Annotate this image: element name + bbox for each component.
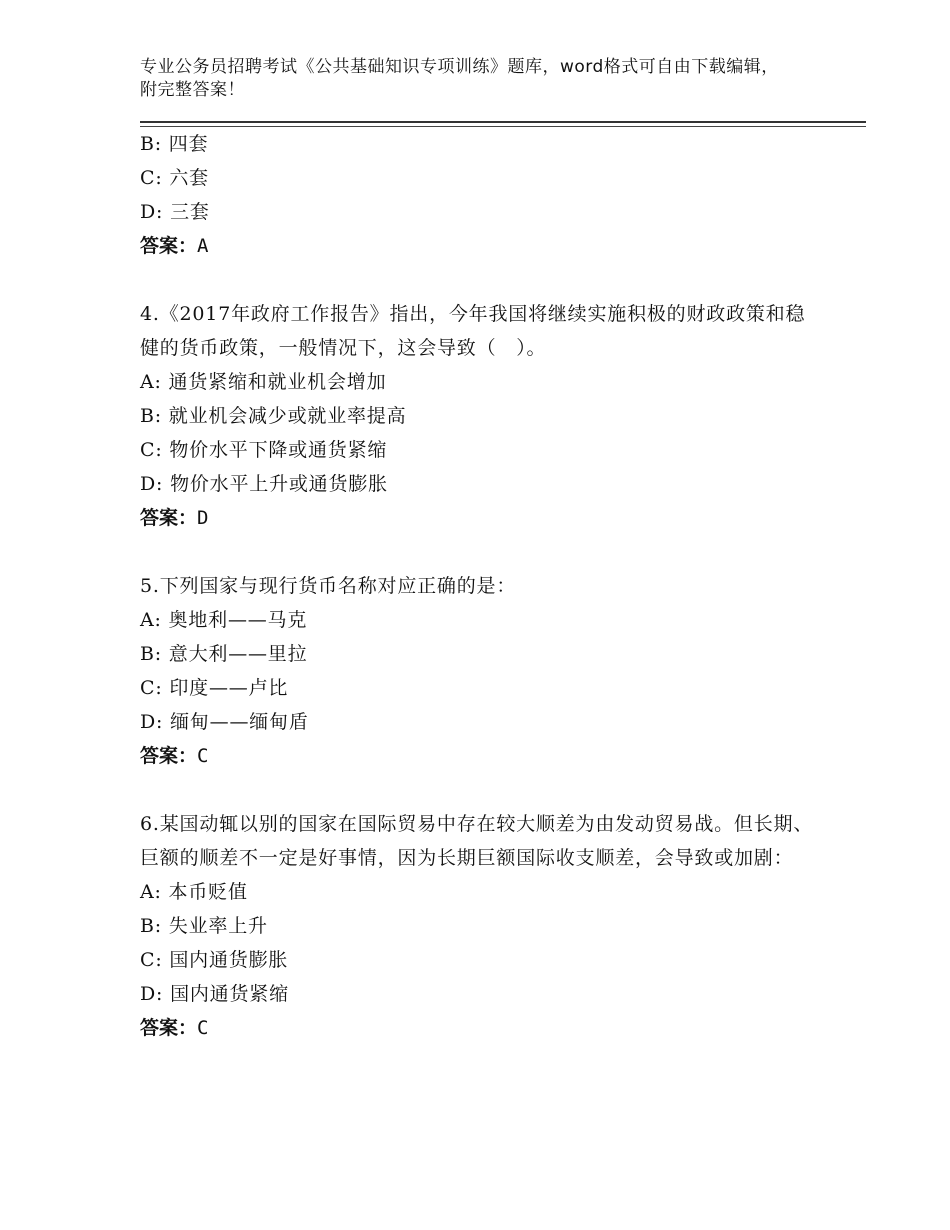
question-stem: 4.《2017年政府工作报告》指出，今年我国将继续实施积极的财政政策和稳健的货币政策，一般情况下，这会导致（ ）。 bbox=[140, 303, 806, 359]
option-d: D: 国内通货紧缩 bbox=[140, 983, 289, 1005]
option-a: A: 通货紧缩和就业机会增加 bbox=[140, 371, 387, 393]
answer-line bbox=[140, 739, 820, 773]
option-b: B: 四套 bbox=[140, 133, 209, 155]
option-c: C: 六套 bbox=[140, 167, 209, 189]
header-rule-thick bbox=[140, 121, 866, 123]
option-a: A: 奥地利——马克 bbox=[140, 609, 308, 631]
answer-line bbox=[140, 501, 820, 535]
answer-line bbox=[140, 1011, 820, 1045]
answer-label: 答案： bbox=[140, 507, 198, 529]
question-block-3-partial bbox=[140, 127, 820, 263]
option-c: C: 印度——卢比 bbox=[140, 677, 289, 699]
option-a: A: 本币贬值 bbox=[140, 881, 248, 903]
option-b: B: 失业率上升 bbox=[140, 915, 268, 937]
answer-value: A bbox=[197, 235, 209, 257]
question-block-5 bbox=[140, 569, 820, 773]
option-b: B: 意大利——里拉 bbox=[140, 643, 308, 665]
option-c: C: 国内通货膨胀 bbox=[140, 949, 289, 971]
option-c: C: 物价水平下降或通货紧缩 bbox=[140, 439, 388, 461]
option-d: D: 物价水平上升或通货膨胀 bbox=[140, 473, 388, 495]
answer-label: 答案： bbox=[140, 745, 198, 767]
question-stem: 6.某国动辄以别的国家在国际贸易中存在较大顺差为由发动贸易战。但长期、巨额的顺差不一定是好事情，因为长期巨额国际收支顺差，会导致或加剧： bbox=[140, 813, 814, 869]
answer-line bbox=[140, 229, 820, 263]
answer-value: C bbox=[197, 1017, 209, 1039]
option-b: B: 就业机会减少或就业率提高 bbox=[140, 405, 407, 427]
option-d: D: 缅甸——缅甸盾 bbox=[140, 711, 309, 733]
answer-value: C bbox=[197, 745, 209, 767]
answer-label: 答案： bbox=[140, 1017, 198, 1039]
option-d: D: 三套 bbox=[140, 201, 210, 223]
question-block-4 bbox=[140, 297, 820, 535]
question-block-6 bbox=[140, 807, 820, 1045]
answer-value: D bbox=[197, 507, 209, 529]
answer-label: 答案： bbox=[140, 235, 198, 257]
question-stem: 5.下列国家与现行货币名称对应正确的是： bbox=[140, 575, 517, 597]
document-header: 专业公务员招聘考试《公共基础知识专项训练》题库，word格式可自由下载编辑，附完整答案！ bbox=[140, 57, 779, 100]
question-list bbox=[140, 127, 820, 1045]
